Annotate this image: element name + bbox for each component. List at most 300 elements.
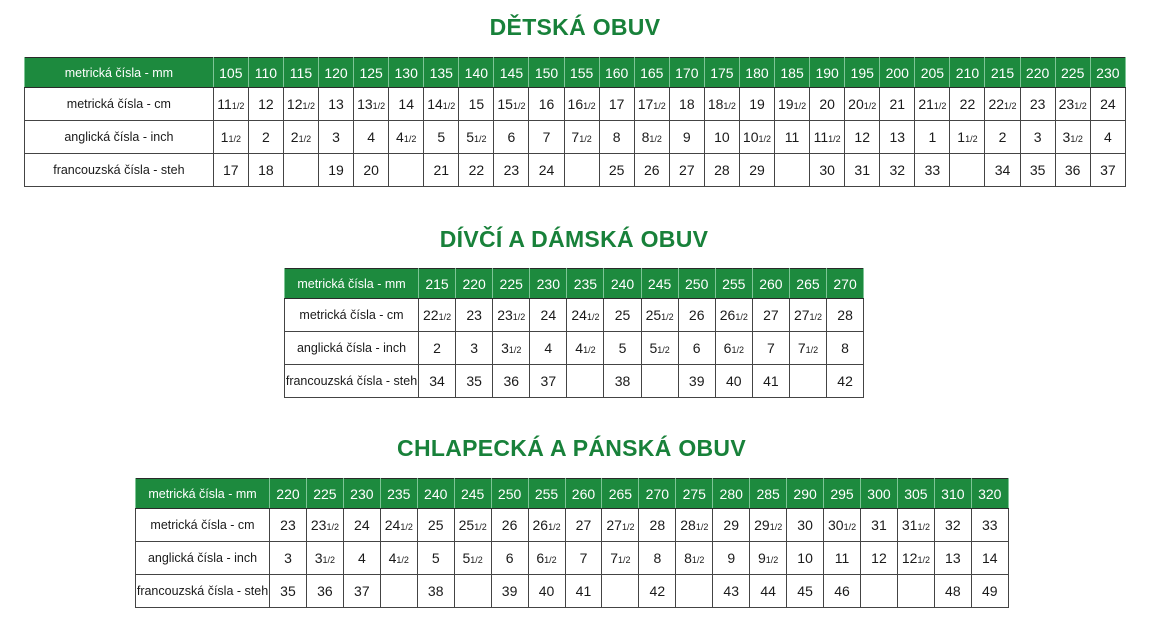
size-cell: 19 (739, 88, 774, 121)
size-cell: 10 (704, 121, 739, 154)
size-cell: 2 (985, 121, 1020, 154)
size-cell: 31/2 (1055, 121, 1090, 154)
header-row (136, 479, 1009, 509)
size-cell: 101/2 (739, 121, 774, 154)
size-table (135, 478, 1009, 608)
size-cell: 46 (824, 575, 861, 608)
size-cell: 42 (827, 365, 864, 398)
size-cell: 111/2 (213, 88, 248, 121)
size-cell: 195 (845, 58, 880, 88)
size-cell: 26 (634, 154, 669, 187)
size-cell: 191/2 (775, 88, 810, 121)
half-fraction: 1/2 (828, 134, 841, 144)
size-cell: 231/2 (493, 299, 530, 332)
size-cell: 155 (564, 58, 599, 88)
size-cell: 25 (417, 509, 454, 542)
size-cell: 34 (419, 365, 456, 398)
size-cell: 4 (1090, 121, 1125, 154)
size-cell (380, 575, 417, 608)
size-cell: 5 (417, 542, 454, 575)
half-fraction: 1/2 (442, 101, 456, 111)
size-cell: 21 (424, 154, 459, 187)
size-cell (567, 365, 604, 398)
size-cell: 240 (604, 269, 641, 299)
size-cell: 31 (861, 509, 898, 542)
size-cell: 130 (389, 58, 424, 88)
size-cell: 35 (1020, 154, 1055, 187)
size-cell: 140 (459, 58, 494, 88)
size-cell: 11/2 (213, 121, 248, 154)
half-fraction: 1/2 (657, 345, 670, 355)
half-fraction: 1/2 (805, 345, 819, 355)
section-chlapecka-a-panska-obuv (135, 430, 1008, 615)
size-cell: 36 (306, 575, 343, 608)
half-fraction: 1/2 (621, 522, 635, 532)
half-fraction: 1/2 (793, 101, 807, 111)
size-cell: 5 (424, 121, 459, 154)
size-cell: 22 (950, 88, 985, 121)
size-cell: 41/2 (389, 121, 424, 154)
size-cell: 3 (456, 332, 493, 365)
size-cell: 28 (639, 509, 676, 542)
half-fraction: 1/2 (661, 312, 674, 322)
half-fraction: 1/2 (618, 555, 631, 565)
size-cell: 240 (417, 479, 454, 509)
size-cell: 81/2 (634, 121, 669, 154)
size-cell: 33 (971, 509, 1008, 542)
size-cell: 42 (639, 575, 676, 608)
size-cell: 28 (827, 299, 864, 332)
size-cell: 34 (985, 154, 1020, 187)
size-cell: 250 (678, 269, 715, 299)
size-cell: 125 (354, 58, 389, 88)
size-cell: 205 (915, 58, 950, 88)
size-cell: 6 (494, 121, 529, 154)
row-label: anglická čísla - inch (285, 332, 419, 365)
half-fraction: 1/2 (1074, 101, 1087, 111)
size-cell: 201/2 (845, 88, 880, 121)
size-cell: 271/2 (789, 299, 826, 332)
size-cell (602, 575, 639, 608)
size-cell: 211/2 (915, 88, 950, 121)
size-cell: 230 (1090, 58, 1125, 88)
table-row (136, 575, 1009, 608)
size-cell: 26 (491, 509, 528, 542)
size-cell: 16 (529, 88, 564, 121)
size-cell: 215 (419, 269, 456, 299)
size-cell: 33 (915, 154, 950, 187)
size-cell: 35 (456, 365, 493, 398)
size-cell: 20 (810, 88, 845, 121)
table-row (136, 509, 1009, 542)
size-cell: 235 (567, 269, 604, 299)
size-cell: 7 (565, 542, 602, 575)
size-cell: 320 (971, 479, 1008, 509)
size-cell: 41/2 (380, 542, 417, 575)
row-label: metrická čísla - mm (136, 479, 270, 509)
half-fraction: 1/2 (473, 134, 487, 144)
size-cell: 150 (529, 58, 564, 88)
size-cell: 311/2 (897, 509, 934, 542)
size-cell: 7 (752, 332, 789, 365)
table-row (25, 88, 1126, 121)
size-cell (283, 154, 318, 187)
half-fraction: 1/2 (933, 101, 947, 111)
size-cell: 12 (861, 542, 898, 575)
size-cell: 7 (529, 121, 564, 154)
size-cell: 225 (306, 479, 343, 509)
half-fraction: 1/2 (544, 555, 557, 565)
row-label: metrická čísla - cm (25, 88, 214, 121)
size-cell: 30 (787, 509, 824, 542)
size-cell: 281/2 (676, 509, 713, 542)
size-cell: 45 (787, 575, 824, 608)
size-cell: 181/2 (704, 88, 739, 121)
size-cell: 221/2 (419, 299, 456, 332)
size-cell (861, 575, 898, 608)
half-fraction: 1/2 (809, 312, 823, 322)
size-cell: 24 (1090, 88, 1125, 121)
size-cell: 265 (602, 479, 639, 509)
size-cell: 255 (528, 479, 565, 509)
size-cell: 31/2 (493, 332, 530, 365)
size-cell: 17 (599, 88, 634, 121)
row-label: francouzská čísla - steh (25, 154, 214, 187)
size-cell: 271/2 (602, 509, 639, 542)
row-label: francouzská čísla - steh (136, 575, 270, 608)
size-cell: 121/2 (897, 542, 934, 575)
size-cell: 6 (678, 332, 715, 365)
size-cell: 301/2 (824, 509, 861, 542)
size-cell: 241/2 (380, 509, 417, 542)
size-table (24, 57, 1126, 187)
size-cell: 41 (752, 365, 789, 398)
half-fraction: 1/2 (1004, 101, 1017, 111)
size-cell: 48 (934, 575, 971, 608)
size-cell: 245 (454, 479, 491, 509)
size-cell: 37 (530, 365, 567, 398)
half-fraction: 1/2 (695, 522, 709, 532)
row-label: metrická čísla - mm (285, 269, 419, 299)
size-cell: 12 (845, 121, 880, 154)
size-cell: 291/2 (750, 509, 787, 542)
size-cell: 11 (824, 542, 861, 575)
size-cell: 230 (343, 479, 380, 509)
section-divci-a-damska-obuv (284, 222, 864, 402)
size-cell: 35 (270, 575, 307, 608)
half-fraction: 1/2 (302, 101, 315, 111)
size-cell: 27 (669, 154, 704, 187)
size-cell: 111/2 (810, 121, 845, 154)
size-cell: 38 (417, 575, 454, 608)
size-cell: 29 (713, 509, 750, 542)
half-fraction: 1/2 (548, 522, 561, 532)
half-fraction: 1/2 (400, 522, 413, 532)
size-cell: 171/2 (634, 88, 669, 121)
size-cell: 2 (248, 121, 283, 154)
size-cell: 27 (752, 299, 789, 332)
size-cell: 290 (787, 479, 824, 509)
header-row (25, 58, 1126, 88)
header-row (285, 269, 864, 299)
size-cell: 225 (493, 269, 530, 299)
size-cell: 23 (456, 299, 493, 332)
size-cell: 270 (639, 479, 676, 509)
size-cell: 39 (491, 575, 528, 608)
size-cell: 161/2 (564, 88, 599, 121)
size-cell: 110 (248, 58, 283, 88)
size-cell: 17 (213, 154, 248, 187)
size-cell: 230 (530, 269, 567, 299)
half-fraction: 1/2 (583, 345, 596, 355)
size-cell: 285 (750, 479, 787, 509)
size-cell: 300 (861, 479, 898, 509)
size-cell: 44 (750, 575, 787, 608)
size-cell: 12 (248, 88, 283, 121)
size-cell: 221/2 (985, 88, 1020, 121)
size-cell: 2 (419, 332, 456, 365)
size-cell: 4 (530, 332, 567, 365)
size-cell: 165 (634, 58, 669, 88)
size-cell: 14 (389, 88, 424, 121)
size-cell: 270 (827, 269, 864, 299)
size-cell: 8 (599, 121, 634, 154)
size-cell: 71/2 (789, 332, 826, 365)
size-cell: 160 (599, 58, 634, 88)
size-cell: 185 (775, 58, 810, 88)
size-cell: 32 (934, 509, 971, 542)
size-cell: 6 (491, 542, 528, 575)
half-fraction: 1/2 (470, 555, 483, 565)
half-fraction: 1/2 (723, 101, 736, 111)
row-label: metrická čísla - mm (25, 58, 214, 88)
size-cell: 41 (565, 575, 602, 608)
half-fraction: 1/2 (691, 555, 705, 565)
half-fraction: 1/2 (403, 134, 417, 144)
size-cell: 121/2 (283, 88, 318, 121)
row-label: anglická čísla - inch (25, 121, 214, 154)
section-title: CHLAPECKÁ A PÁNSKÁ OBUV (397, 435, 746, 461)
half-fraction: 1/2 (512, 312, 526, 322)
size-cell: 260 (565, 479, 602, 509)
size-cell: 5 (604, 332, 641, 365)
size-cell: 24 (530, 299, 567, 332)
size-cell: 245 (641, 269, 678, 299)
size-cell: 265 (789, 269, 826, 299)
size-cell: 115 (283, 58, 318, 88)
size-cell: 11 (775, 121, 810, 154)
half-fraction: 1/2 (322, 555, 336, 565)
row-label: anglická čísla - inch (136, 542, 270, 575)
size-cell (454, 575, 491, 608)
size-cell: 40 (528, 575, 565, 608)
size-cell: 28 (704, 154, 739, 187)
size-cell: 255 (715, 269, 752, 299)
size-cell: 235 (380, 479, 417, 509)
half-fraction: 1/2 (583, 101, 596, 111)
size-cell: 210 (950, 58, 985, 88)
size-cell: 37 (343, 575, 380, 608)
size-cell: 231/2 (1055, 88, 1090, 121)
half-fraction: 1/2 (653, 101, 666, 111)
size-cell: 175 (704, 58, 739, 88)
size-cell: 4 (354, 121, 389, 154)
size-cell: 280 (713, 479, 750, 509)
size-cell: 30 (810, 154, 845, 187)
size-cell: 25 (599, 154, 634, 187)
size-cell: 31/2 (306, 542, 343, 575)
half-fraction: 1/2 (298, 134, 312, 144)
size-cell: 71/2 (602, 542, 639, 575)
size-cell: 200 (880, 58, 915, 88)
size-cell: 231/2 (306, 509, 343, 542)
size-cell: 135 (424, 58, 459, 88)
size-cell: 131/2 (354, 88, 389, 121)
size-cell: 37 (1090, 154, 1125, 187)
size-cell: 220 (270, 479, 307, 509)
size-cell: 51/2 (641, 332, 678, 365)
size-cell: 8 (639, 542, 676, 575)
size-cell: 220 (456, 269, 493, 299)
size-cell (789, 365, 826, 398)
size-cell (676, 575, 713, 608)
size-cell: 180 (739, 58, 774, 88)
half-fraction: 1/2 (508, 345, 522, 355)
half-fraction: 1/2 (758, 134, 772, 144)
size-cell: 27 (565, 509, 602, 542)
size-cell: 215 (985, 58, 1020, 88)
half-fraction: 1/2 (372, 101, 386, 111)
size-cell: 43 (713, 575, 750, 608)
half-fraction: 1/2 (512, 101, 526, 111)
table-row (285, 332, 864, 365)
size-cell: 39 (678, 365, 715, 398)
size-cell: 305 (897, 479, 934, 509)
size-cell: 31 (845, 154, 880, 187)
row-label: metrická čísla - cm (285, 299, 419, 332)
half-fraction: 1/2 (769, 522, 783, 532)
size-cell: 261/2 (528, 509, 565, 542)
size-cell: 38 (604, 365, 641, 398)
section-title: DĚTSKÁ OBUV (489, 14, 661, 40)
size-cell: 310 (934, 479, 971, 509)
half-fraction: 1/2 (917, 555, 930, 565)
size-cell: 10 (787, 542, 824, 575)
size-cell (775, 154, 810, 187)
size-cell: 145 (494, 58, 529, 88)
size-cell: 61/2 (528, 542, 565, 575)
table-row (136, 542, 1009, 575)
size-cell (641, 365, 678, 398)
half-fraction: 1/2 (231, 101, 245, 111)
size-cell: 21 (880, 88, 915, 121)
size-cell: 275 (676, 479, 713, 509)
row-label: metrická čísla - cm (136, 509, 270, 542)
size-cell: 20 (354, 154, 389, 187)
table-row (25, 154, 1126, 187)
size-cell: 261/2 (715, 299, 752, 332)
size-cell: 91/2 (750, 542, 787, 575)
size-cell: 295 (824, 479, 861, 509)
half-fraction: 1/2 (863, 101, 877, 111)
size-cell: 13 (880, 121, 915, 154)
size-cell: 3 (1020, 121, 1055, 154)
size-cell (897, 575, 934, 608)
size-cell: 61/2 (715, 332, 752, 365)
section-detska-obuv (24, 10, 1126, 190)
size-cell: 4 (343, 542, 380, 575)
size-cell: 251/2 (454, 509, 491, 542)
size-cell: 220 (1020, 58, 1055, 88)
size-cell: 241/2 (567, 299, 604, 332)
size-cell: 13 (934, 542, 971, 575)
size-cell: 18 (669, 88, 704, 121)
size-cell: 19 (319, 154, 354, 187)
size-cell: 3 (270, 542, 307, 575)
half-fraction: 1/2 (438, 312, 452, 322)
size-cell: 190 (810, 58, 845, 88)
size-cell: 23 (494, 154, 529, 187)
size-cell: 170 (669, 58, 704, 88)
size-cell: 141/2 (424, 88, 459, 121)
size-cell: 23 (270, 509, 307, 542)
size-cell: 36 (1055, 154, 1090, 187)
size-cell: 251/2 (641, 299, 678, 332)
row-label: francouzská čísla - steh (285, 365, 419, 398)
size-cell (950, 154, 985, 187)
size-cell: 225 (1055, 58, 1090, 88)
size-cell: 9 (669, 121, 704, 154)
size-cell (564, 154, 599, 187)
size-cell: 120 (319, 58, 354, 88)
size-cell: 29 (739, 154, 774, 187)
size-cell: 3 (319, 121, 354, 154)
size-cell: 49 (971, 575, 1008, 608)
half-fraction: 1/2 (965, 134, 978, 144)
half-fraction: 1/2 (843, 522, 857, 532)
half-fraction: 1/2 (765, 555, 779, 565)
size-cell: 41/2 (567, 332, 604, 365)
size-cell: 21/2 (283, 121, 318, 154)
size-cell: 11/2 (950, 121, 985, 154)
size-cell: 23 (1020, 88, 1055, 121)
size-cell: 9 (713, 542, 750, 575)
half-fraction: 1/2 (326, 522, 339, 532)
size-cell: 250 (491, 479, 528, 509)
half-fraction: 1/2 (396, 555, 409, 565)
half-fraction: 1/2 (1070, 134, 1083, 144)
size-cell: 8 (827, 332, 864, 365)
size-cell: 24 (343, 509, 380, 542)
table-row (285, 365, 864, 398)
size-cell: 18 (248, 154, 283, 187)
size-cell: 71/2 (564, 121, 599, 154)
half-fraction: 1/2 (579, 134, 592, 144)
half-fraction: 1/2 (917, 522, 930, 532)
half-fraction: 1/2 (735, 312, 748, 322)
half-fraction: 1/2 (228, 134, 241, 144)
size-cell: 51/2 (454, 542, 491, 575)
size-cell: 105 (213, 58, 248, 88)
size-cell: 13 (319, 88, 354, 121)
half-fraction: 1/2 (474, 522, 487, 532)
section-title: DÍVČÍ A DÁMSKÁ OBUV (439, 226, 709, 252)
size-cell: 151/2 (494, 88, 529, 121)
half-fraction: 1/2 (731, 345, 744, 355)
size-cell: 81/2 (676, 542, 713, 575)
size-cell: 32 (880, 154, 915, 187)
size-cell: 1 (915, 121, 950, 154)
